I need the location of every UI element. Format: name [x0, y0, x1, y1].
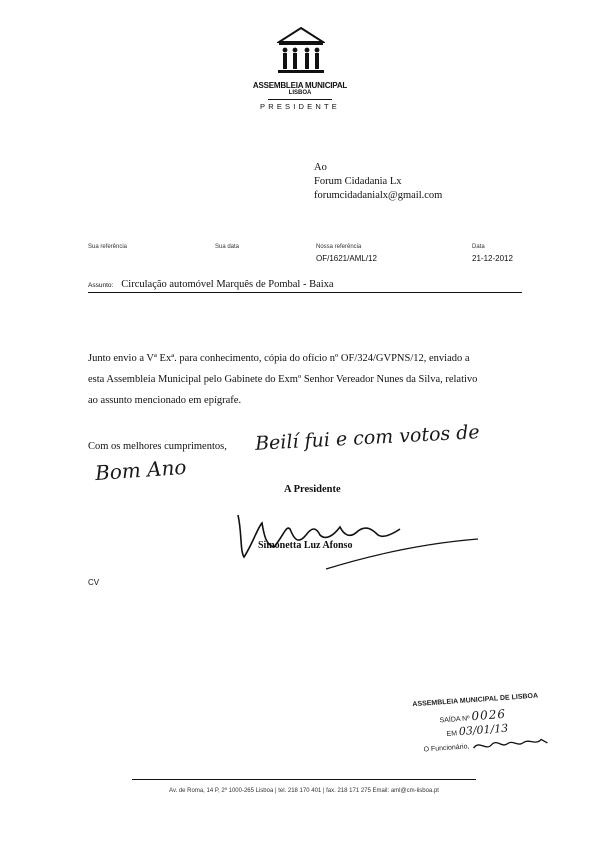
stamp-func-row — [423, 732, 566, 758]
ref-label-our-ref: Nossa referência — [316, 244, 362, 250]
stamp-saida-label: SAÍDA Nº — [439, 715, 470, 725]
body-paragraph — [88, 348, 528, 411]
closing-text: Com os melhores cumprimentos, — [88, 441, 227, 452]
ref-value-our-ref: OF/1621/AML/12 — [316, 254, 377, 263]
org-name: ASSEMBLEIA MUNICIPAL — [252, 81, 348, 90]
footer-rule — [132, 779, 476, 780]
footer-address: Av. de Roma, 14 P, 2º 1000-265 Lisboa | tel. 218 170 401 | fax. 218 171 275 Email: aml@cm-lisboa.pt — [169, 788, 439, 794]
ref-label-date: Data — [472, 244, 485, 250]
ref-label-your-ref: Sua referência — [88, 244, 128, 250]
recipient-block — [314, 161, 442, 203]
recipient-email: forumcidadanialx@gmail.com — [314, 190, 443, 201]
org-city: LISBOA — [288, 90, 312, 96]
body-line: ao assunto mencionado em epígrafe. — [88, 395, 242, 406]
stamp-org: ASSEMBLEIA MUNICIPAL DE LISBOA — [412, 692, 539, 709]
stamp-saida-value: 0026 — [471, 706, 507, 724]
body-line: esta Assembleia Municipal pelo Gabinete do Exmº Senhor Vereador Nunes da Silva, relativo — [88, 374, 478, 385]
recipient-name: Forum Cidadania Lx — [314, 176, 402, 187]
stamp-func-label: O Funcionário, — [423, 743, 470, 754]
receipt-stamp — [412, 691, 566, 758]
handwritten-note-2: Bom Ano — [94, 454, 188, 486]
stamp-em-value: 03/01/13 — [458, 721, 509, 739]
signature-title: A Presidente — [284, 484, 341, 495]
subject-line — [88, 274, 334, 292]
ref-label-your-date: Sua data — [215, 244, 240, 250]
office-title: PRESIDENTE — [260, 102, 340, 111]
recipient-prefix: Ao — [314, 162, 327, 173]
subject-rule — [88, 292, 522, 293]
body-line: Junto envio a Vª Exª. para conhecimento, cópia do ofício nº OF/324/GVPNS/12, enviado a — [88, 353, 470, 364]
handwritten-note-1: Beilí fui e com votos de — [254, 421, 481, 455]
ref-value-date: 21-12-2012 — [472, 254, 513, 263]
assembly-logo-icon — [277, 26, 325, 78]
subject-label: Assunto: — [88, 282, 114, 289]
initials: CV — [88, 578, 100, 587]
stamp-em-label: EM — [446, 730, 458, 738]
letterhead-rule — [268, 99, 332, 100]
subject-text: Circulação automóvel Marquês de Pombal - Baixa — [121, 279, 334, 290]
letterhead — [240, 26, 360, 121]
signature-name: Simonetta Luz Afonso — [258, 540, 353, 551]
